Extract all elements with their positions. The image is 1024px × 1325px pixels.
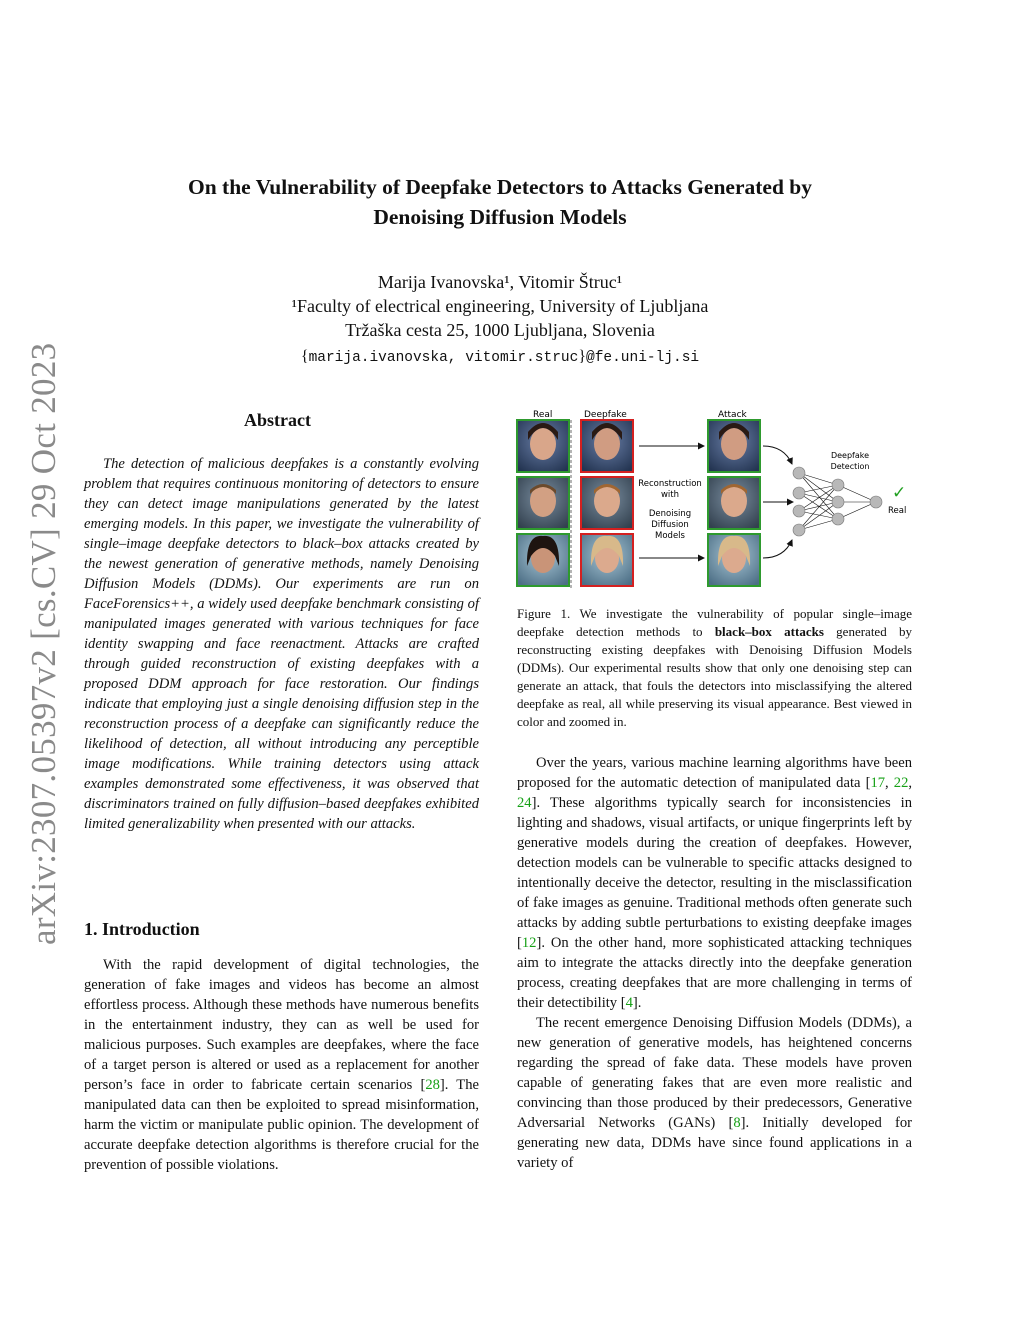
right-paragraph-2: The recent emergence Denoising Diffusion Models (DDMs), a new generation of generative models, has heightened concerns regarding the spread of fake data. These models have proven capable of generating fakes that are even more realistic and convincing than those produced by their predecessors, Generative Adversarial Networks (GANs) [8]. Initially developed for generating new data, DDMs have since found applications in a variety of xyxy=(517,1015,912,1171)
author-names: Marija Ivanovska¹, Vitomir Štruc¹ xyxy=(377,272,623,292)
citation-17[interactable]: 17 xyxy=(870,775,886,791)
label-deepfake: Deepfake xyxy=(584,410,627,420)
intro-column xyxy=(84,955,479,1175)
citation-12[interactable]: 12 xyxy=(521,935,537,951)
paper-title xyxy=(100,172,900,232)
svg-text:Models: Models xyxy=(655,531,685,541)
arxiv-side-label: arXiv:2307.05397v2 [cs.CV] 29 Oct 2023 xyxy=(24,342,63,945)
network-nodes xyxy=(793,467,882,536)
check-icon: ✓ xyxy=(892,483,907,503)
intro-heading: 1. Introduction xyxy=(84,919,200,939)
affiliation: ¹Faculty of electrical engineering, University of Ljubljana xyxy=(291,296,709,316)
right-paragraph-1: Over the years, various machine learning algorithms have been proposed for the automatic detection of manipulated data [17, 22, 24]. These algorithms typically search for inconsistencies in lighting and shadows, visual artifacts, or unique fingerprints left by generative models during the creation of deepfakes. However, detection models can be vulnerable to specific attacks designed to intentionally deceive the detector, resulting in the misclassification of fake images as genuine. Traditional methods often generate such attacks by adding subtle perturbations to existing deepfake images [12]. On the other hand, more sophisticated attacking techniques aim to integrate the attacks directly into the deepfake generation process, creating deepfakes that are more challenging in terms of their detectibility [4]. xyxy=(517,755,913,1011)
citation-4[interactable]: 4 xyxy=(625,995,633,1011)
svg-text:Deepfake: Deepfake xyxy=(830,451,870,460)
abstract-text: The detection of malicious deepfakes is a constantly evolving problem that requires continuous monitoring of detectors to ensure they can detect image manipulations generated by the latest emerging models. In this paper, we investigate the vulnerability of single–image deepfake detectors to black–box attacks created by the newest generation of generative methods, namely Denoising Diffusion Models (DDMs). Our experiments are run on FaceForensics++, a widely used deepfake benchmark consisting of manipulated images generated with various techniques for face identity swapping and face reenactment. Attacks are crafted through guided reconstruction of existing deepfakes with a proposed DDM approach for face restoration. Our findings indicate that employing just a single denoising diffusion step in the reconstruction process of a deepfake can significantly reduce the likelihood of detection, all without introducing any perceptible image modifications. While training detectors using attack examples demonstrated some effectiveness, it was observed that discriminators trained on fully diffusion–based deepfakes exhibited limited generalizability when presented with our attacks. xyxy=(84,456,479,832)
figure-1 xyxy=(512,406,912,592)
figure-caption: Figure 1. We investigate the vulnerability of popular single–image deepfake detection methods to black–box attacks generated by reconstructing existing deepfakes with Denoising Diffusion Models (DDMs). Our experimental results show that only one denoising step can generate an attack, that fouls the detectors into misclassifying the altered deepfake as real, all while preserving its visual appearance. Best viewed in color and zoomed in. xyxy=(517,606,912,729)
arrow-to-net-1 xyxy=(763,446,792,464)
arrow-to-net-3 xyxy=(763,540,792,558)
email-line[interactable]: {marija.ivanovska, vitomir.struc}@fe.uni-lj.si xyxy=(300,348,700,366)
svg-text:Diffusion: Diffusion xyxy=(651,520,689,530)
label-attack: Attack xyxy=(718,410,747,420)
detection-label xyxy=(831,451,870,471)
citation-8[interactable]: 8 xyxy=(733,1115,741,1131)
title-line-1: On the Vulnerability of Deepfake Detectors to Attacks Generated by xyxy=(187,175,813,199)
abstract-heading: Abstract xyxy=(244,410,311,430)
face-row-1 xyxy=(517,420,760,472)
svg-text:Reconstruction: Reconstruction xyxy=(638,479,702,489)
citation-24[interactable]: 24 xyxy=(517,795,532,811)
output-real-label: Real xyxy=(888,506,907,516)
title-line-2: Denoising Diffusion Models xyxy=(373,205,627,229)
right-column xyxy=(517,753,912,1173)
intro-paragraph-1: With the rapid development of digital technologies, the generation of fake images and videos has become an almost effortless process. Although these methods have numerous benefits in the entertainment industry, they can as well be used for malicious purposes. Such examples are deepfakes, where the face of a target person is altered or used as a replacement for another person’s face in order to fabricate certain scenarios [28]. The manipulated data can then be exploited to spread misinformation, harm the victim or manipulate public opinion. The development of accurate deepfake detection algorithms is therefore crucial for the prevention of possible violations. xyxy=(84,957,479,1173)
citation-28[interactable]: 28 xyxy=(425,1077,440,1093)
address: Tržaška cesta 25, 1000 Ljubljana, Slovenia xyxy=(345,320,655,340)
svg-text:Detection: Detection xyxy=(830,462,870,471)
abstract-body xyxy=(84,454,479,834)
citation-22[interactable]: 22 xyxy=(893,775,909,791)
svg-text:with: with xyxy=(660,490,680,500)
label-real: Real xyxy=(533,410,553,420)
svg-text:Denoising: Denoising xyxy=(648,509,692,519)
author-block xyxy=(200,270,800,370)
